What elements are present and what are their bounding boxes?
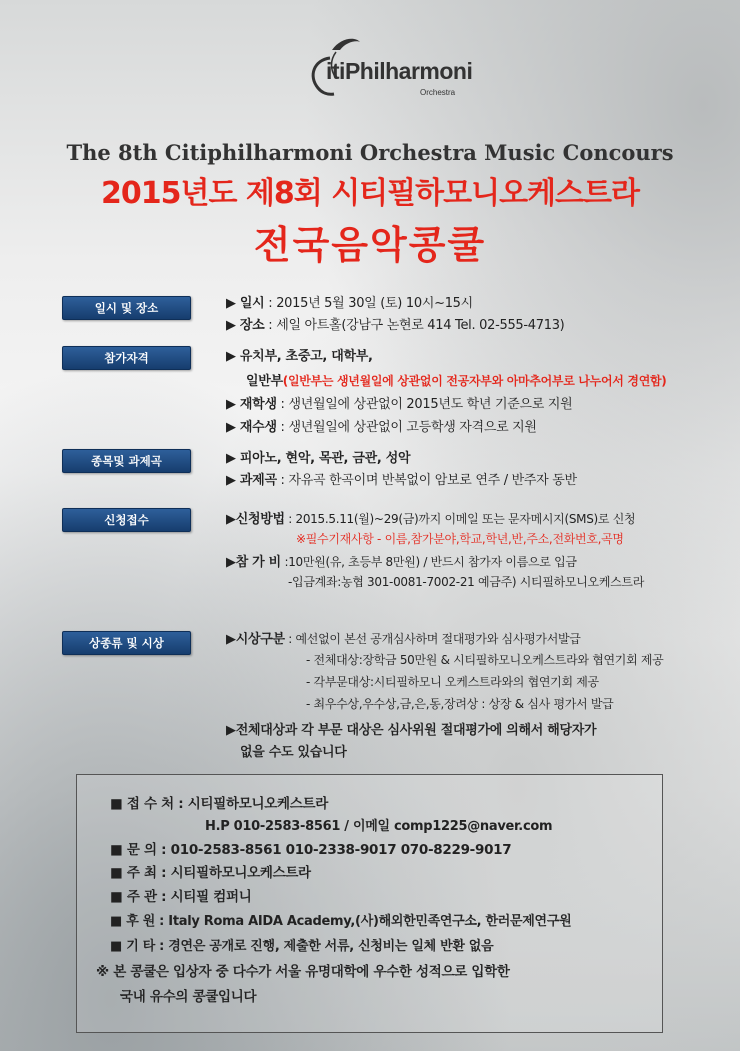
awards-grand-prize: - 전체대상:장학금 50만원 & 시티필하모니오케스트라와 협연기회 제공 bbox=[306, 653, 664, 667]
contact-organizer: ■ 주 관 : 시티필 컴퍼니 bbox=[110, 889, 252, 905]
pieces-categories: ▶ 피아노, 현악, 목관, 금관, 성악 bbox=[226, 451, 411, 466]
contact-sponsor: ■ 후 원 : Italy Roma AIDA Academy,(사)해외한민족연구소, 한러문제연구원 bbox=[110, 914, 572, 929]
korean-title-line1: 2015년도 제8회 시티필하모니오케스트라 bbox=[101, 176, 639, 211]
logo-subtext: Orchestra bbox=[420, 88, 456, 97]
schedule-venue: ▶ 장소 : 세일 아트홀(강남구 논현로 414 Tel. 02-555-4713) bbox=[226, 318, 565, 333]
awards-category: ▶시상구분 : 예선없이 본선 공개심사하며 절대평가와 심사평가서발급 bbox=[226, 632, 581, 647]
orchestra-logo bbox=[300, 30, 473, 105]
contact-phone-email: H.P 010-2583-8561 / 이메일 comp1225@naver.com bbox=[205, 819, 553, 834]
contact-note-line2: 국내 유수의 콩쿨입니다 bbox=[120, 989, 257, 1005]
schedule-label: 일시 및 장소 bbox=[62, 296, 191, 320]
contact-inquiry: ■ 문 의 : 010-2583-8561 010-2338-9017 070-8229-9017 bbox=[110, 842, 512, 858]
schedule-date: ▶ 일시 : 2015년 5월 30일 (토) 10시~15시 bbox=[226, 296, 473, 311]
eligibility-divisions: ▶ 유치부, 초중고, 대학부, bbox=[226, 349, 373, 364]
eligibility-general: 일반부(일반부는 생년월일에 상관없이 전공자부와 아마추어부로 나누어서 경연함) bbox=[246, 374, 667, 389]
awards-note-line2: 없을 수도 있습니다 bbox=[240, 745, 347, 760]
contact-host: ■ 주 최 : 시티필하모니오케스트라 bbox=[110, 865, 311, 881]
english-title: The 8th Citiphilharmoni Orchestra Music Concours bbox=[66, 140, 674, 165]
awards-other-prizes: - 최우수상,우수상,금,은,동,장려상 : 상장 & 심사 평가서 발급 bbox=[306, 697, 614, 711]
application-method: ▶신청방법 : 2015.5.11(월)~29(금)까지 이메일 또는 문자메시지(SMS)로 신청 bbox=[226, 512, 636, 527]
eligibility-retake: ▶ 재수생 : 생년월일에 상관없이 고등학생 자격으로 지원 bbox=[226, 420, 537, 435]
application-required-fields: ※필수기재사항 - 이름,참가분야,학교,학년,반,주소,전화번호,곡명 bbox=[296, 532, 624, 546]
pieces-label: 종목및 과제곡 bbox=[62, 449, 191, 473]
logo-wordmark: itiPhilharmoni bbox=[326, 58, 473, 84]
korean-title-line2: 전국음악콩쿨 bbox=[253, 223, 487, 267]
pieces-assignment: ▶ 과제곡 : 자유곡 한곡이며 반복없이 암보로 연주 / 반주자 동반 bbox=[226, 473, 577, 488]
awards-division-prize: - 각부문대상:시티필하모니 오케스트라와의 협연기회 제공 bbox=[306, 675, 599, 689]
application-fee: ▶참 가 비 :10만원(유, 초등부 8만원) / 반드시 참가자 이름으로 입금 bbox=[226, 555, 577, 570]
application-label: 신청접수 bbox=[62, 508, 191, 532]
eligibility-label: 참가자격 bbox=[62, 346, 191, 370]
application-account: -입금계좌:농협 301-0081-7002-21 예금주) 시티필하모니오케스트라 bbox=[288, 575, 644, 589]
eligibility-enrolled: ▶ 재학생 : 생년월일에 상관없이 2015년도 학년 기준으로 지원 bbox=[226, 397, 573, 412]
contact-misc: ■ 기 타 : 경연은 공개로 진행, 제출한 서류, 신청비는 일체 반환 없음 bbox=[110, 939, 494, 954]
awards-note-line1: ▶전체대상과 각 부문 대상은 심사위원 절대평가에 의해서 해당자가 bbox=[226, 723, 597, 738]
awards-label: 상종류 및 시상 bbox=[62, 631, 191, 655]
contact-note-line1: ※ 본 콩쿨은 입상자 중 다수가 서울 유명대학에 우수한 성적으로 입학한 bbox=[96, 964, 510, 980]
contact-reception: ■ 접 수 처 : 시티필하모니오케스트라 bbox=[110, 796, 328, 812]
